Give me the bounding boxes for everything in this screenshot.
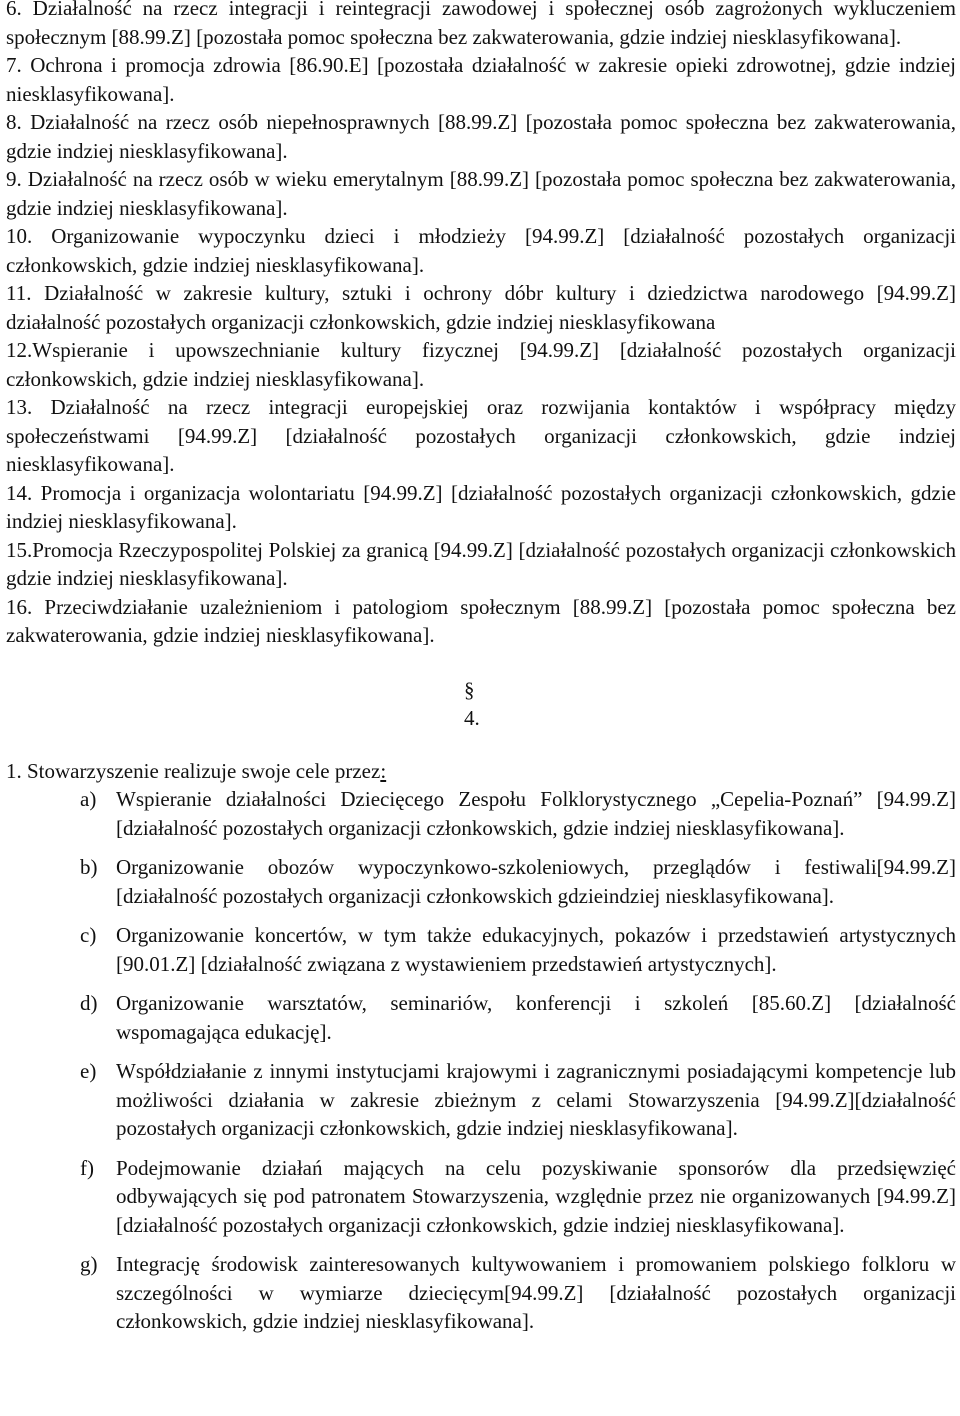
paragraph-item-16: 16. Przeciwdziałanie uzależnieniom i patologiom społecznym [88.99.Z] [pozostała pomoc społeczna bez zakwaterowania, gdzie indziej niesklasyfikowana].	[6, 594, 956, 647]
section-heading: § 4.	[464, 677, 480, 730]
intro-colon: :	[380, 758, 387, 783]
paragraph-item-10: 10. Organizowanie wypoczynku dzieci i młodzieży [94.99.Z] [działalność pozostałych organizacji członkowskich, gdzie indziej niesklasyfikowana].	[6, 224, 956, 277]
list-item-text: Podejmowanie działań mających na celu pozyskiwanie sponsorów dla przedsięwzięć odbywających się pod patronatem Stowarzyszenia, względnie przez nie organizowanych [94.99.Z] [działalność pozostałych organizacji członkowskich, gdzie indziej niesklasyfikowana].	[116, 1155, 956, 1237]
paragraph-item-8: 8. Działalność na rzecz osób niepełnosprawnych [88.99.Z] [pozostała pomoc społeczna bez zakwaterowania, gdzie indziej niesklasyfikowana].	[6, 110, 956, 163]
list-item-text: Organizowanie warsztatów, seminariów, konferencji i szkoleń [85.60.Z] [działalność wspomagająca edukację].	[116, 991, 956, 1044]
document-page	[6, 0, 956, 1347]
paragraph-item-12: 12.Wspieranie i upowszechnianie kultury fizycznej [94.99.Z] [działalność pozostałych organizacji członkowskich, gdzie indziej niesklasyfikowana].	[6, 338, 956, 391]
list-item-label: a)	[80, 787, 97, 811]
list-item	[6, 1154, 956, 1240]
means-list	[6, 785, 956, 1336]
list-item-text: Integrację środowisk zainteresowanych kultywowaniem i promowaniem polskiego folkloru w szczególności w wymiarze dziecięcym[94.99.Z] [działalność pozostałych organizacji członkowskich, gdzie indziej niesklasyfikowana].	[116, 1252, 956, 1333]
list-item-label: g)	[80, 1252, 98, 1276]
list-item-label: c)	[80, 923, 97, 947]
list-item	[6, 1250, 956, 1336]
list-item	[6, 785, 956, 842]
paragraph-item-9: 9. Działalność na rzecz osób w wieku emerytalnym [88.99.Z] [pozostała pomoc społeczna bez zakwaterowania, gdzie indziej niesklasyfikowana].	[6, 167, 956, 220]
intro-text: Stowarzyszenie realizuje swoje cele przez	[21, 758, 381, 783]
list-item-label: f)	[80, 1155, 94, 1180]
paragraph-item-7: 7. Ochrona i promocja zdrowia [86.90.E] [pozostała działalność w zakresie opieki zdrowotnej, gdzie indziej niesklasyfikowana].	[6, 53, 956, 106]
paragraph-item-13: 13. Działalność na rzecz integracji europejskiej oraz rozwijania kontaktów i współpracy między społeczeństwami [94.99.Z] [działalność pozostałych organizacji członkowskich, gdzie indziej niesklasyfikowana].	[6, 395, 956, 476]
list-item	[6, 989, 956, 1046]
list-item-label: b)	[80, 855, 98, 879]
intro-line	[6, 757, 956, 786]
list-item	[6, 921, 956, 978]
list-item-text: Wspieranie działalności Dziecięcego Zespołu Folklorystycznego „Cepelia-Poznań” [94.99.Z] [działalność pozostałych organizacji członkowskich, gdzie indziej niesklasyfikowana].	[116, 787, 956, 840]
list-item-text: Organizowanie obozów wypoczynkowo-szkoleniowych, przeglądów i festiwali[94.99.Z] [działalność pozostałych organizacji członkowskich gdzieindziej niesklasyfikowana].	[116, 855, 956, 908]
list-item-text: Współdziałanie z innymi instytucjami krajowymi i zagranicznymi posiadającymi kompetencje lub możliwości działania w zakresie zbieżnym z celami Stowarzyszenia [94.99.Z][działalność pozostałych organizacji członkowskich, gdzie indziej niesklasyfikowana].	[116, 1059, 956, 1140]
paragraph-item-14: 14. Promocja i organizacja wolontariatu [94.99.Z] [działalność pozostałych organizacji członkowskich, gdzie indziej niesklasyfikowana].	[6, 480, 956, 533]
list-item-label: e)	[80, 1059, 97, 1083]
paragraph-item-11: 11. Działalność w zakresie kultury, sztuki i ochrony dóbr kultury i dziedzictwa narodowego [94.99.Z] działalność pozostałych organizacji członkowskich, gdzie indziej niesklasyfikowana	[6, 281, 956, 334]
intro-number: 1.	[6, 758, 22, 783]
list-item	[6, 853, 956, 910]
list-item	[6, 1057, 956, 1143]
paragraph-item-15: 15.Promocja Rzeczypospolitej Polskiej za granicą [94.99.Z] [działalność pozostałych organizacji członkowskich gdzie indziej niesklasyfikowana].	[6, 537, 956, 590]
list-item-label: d)	[80, 991, 98, 1015]
list-item-text: Organizowanie koncertów, w tym także edukacyjnych, pokazów i przedstawień artystycznych [90.01.Z] [działalność związana z wystawieniem przedstawień artystycznych].	[116, 923, 956, 976]
paragraph-item-6: 6. Działalność na rzecz integracji i reintegracji zawodowej i społecznej osób zagrożonych wykluczeniem społecznym [88.99.Z] [pozostała pomoc społeczna bez zakwaterowania, gdzie indziej niesklasyfikowana].	[6, 0, 956, 49]
